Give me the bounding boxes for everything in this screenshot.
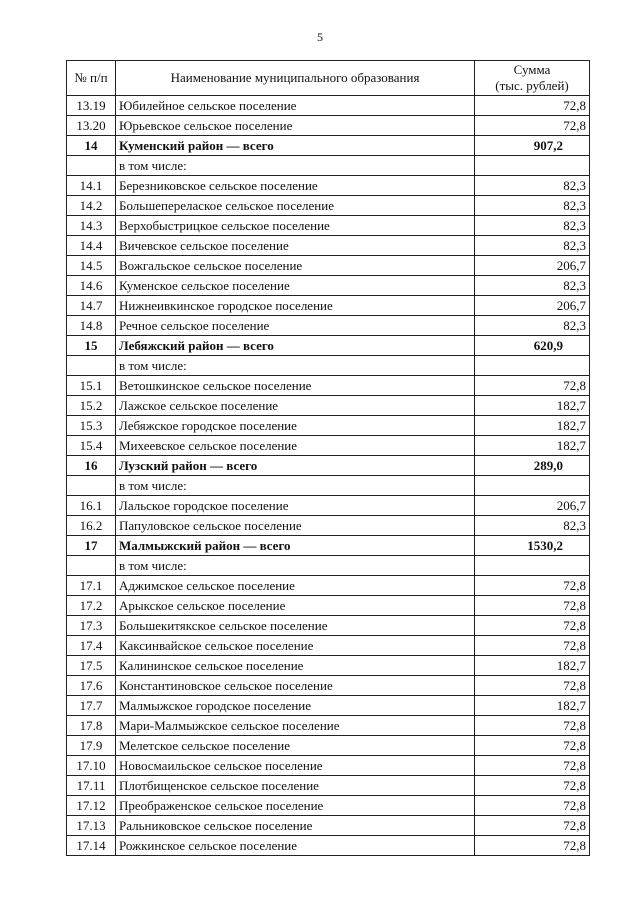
row-sum: 82,3 bbox=[475, 196, 590, 216]
row-sum: 206,7 bbox=[475, 256, 590, 276]
subheading-row bbox=[67, 156, 590, 176]
table-row bbox=[67, 176, 590, 196]
row-name: Малмыжское городское поселение bbox=[116, 696, 475, 716]
table-row bbox=[67, 196, 590, 216]
table-row bbox=[67, 256, 590, 276]
row-name: Каксинвайское сельское поселение bbox=[116, 636, 475, 656]
row-number: 17.5 bbox=[67, 656, 116, 676]
row-number bbox=[67, 556, 116, 576]
budget-table bbox=[66, 60, 590, 856]
header-name: Наименование муниципального образования bbox=[116, 61, 475, 96]
row-name: Вичевское сельское поселение bbox=[116, 236, 475, 256]
table-row bbox=[67, 436, 590, 456]
table-row bbox=[67, 596, 590, 616]
row-name: Ветошкинское сельское поселение bbox=[116, 376, 475, 396]
district-total-row bbox=[67, 336, 590, 356]
district-total-row bbox=[67, 136, 590, 156]
row-name: Юрьевское сельское поселение bbox=[116, 116, 475, 136]
row-sum: 72,8 bbox=[475, 376, 590, 396]
row-sum: 72,8 bbox=[475, 716, 590, 736]
row-name: Большеперелаское сельское поселение bbox=[116, 196, 475, 216]
table-row bbox=[67, 676, 590, 696]
row-name: в том числе: bbox=[116, 356, 475, 376]
table-row bbox=[67, 396, 590, 416]
row-number: 15 bbox=[67, 336, 116, 356]
row-sum: 182,7 bbox=[475, 696, 590, 716]
row-number: 14.7 bbox=[67, 296, 116, 316]
row-number: 17.1 bbox=[67, 576, 116, 596]
header-sum-line1: Сумма bbox=[513, 62, 551, 77]
table-row bbox=[67, 756, 590, 776]
row-number: 17.8 bbox=[67, 716, 116, 736]
row-number: 15.4 bbox=[67, 436, 116, 456]
district-total-row bbox=[67, 536, 590, 556]
row-sum: 182,7 bbox=[475, 436, 590, 456]
row-number: 17.2 bbox=[67, 596, 116, 616]
row-name: Лебяжский район — всего bbox=[116, 336, 475, 356]
row-name: в том числе: bbox=[116, 156, 475, 176]
row-number: 16.2 bbox=[67, 516, 116, 536]
row-sum: 72,8 bbox=[475, 596, 590, 616]
row-sum: 82,3 bbox=[475, 516, 590, 536]
row-name: Большекитякское сельское поселение bbox=[116, 616, 475, 636]
row-sum: 72,8 bbox=[475, 836, 590, 856]
row-number: 14 bbox=[67, 136, 116, 156]
row-sum: 182,7 bbox=[475, 656, 590, 676]
row-number bbox=[67, 476, 116, 496]
row-sum bbox=[475, 356, 590, 376]
row-sum: 82,3 bbox=[475, 316, 590, 336]
row-name: в том числе: bbox=[116, 476, 475, 496]
header-number: № п/п bbox=[67, 61, 116, 96]
row-sum: 72,8 bbox=[475, 576, 590, 596]
row-number: 13.20 bbox=[67, 116, 116, 136]
row-name: в том числе: bbox=[116, 556, 475, 576]
table-row bbox=[67, 576, 590, 596]
subheading-row bbox=[67, 556, 590, 576]
row-number: 17.10 bbox=[67, 756, 116, 776]
table-row bbox=[67, 236, 590, 256]
row-sum: 72,8 bbox=[475, 796, 590, 816]
row-sum bbox=[475, 156, 590, 176]
row-sum bbox=[475, 556, 590, 576]
row-name: Куменский район — всего bbox=[116, 136, 475, 156]
row-number: 17.4 bbox=[67, 636, 116, 656]
row-sum: 82,3 bbox=[475, 276, 590, 296]
row-name: Преображенское сельское поселение bbox=[116, 796, 475, 816]
table-row bbox=[67, 636, 590, 656]
table-row bbox=[67, 696, 590, 716]
row-name: Калининское сельское поселение bbox=[116, 656, 475, 676]
row-sum: 72,8 bbox=[475, 776, 590, 796]
row-sum: 72,8 bbox=[475, 736, 590, 756]
table-row bbox=[67, 776, 590, 796]
row-sum: 182,7 bbox=[475, 396, 590, 416]
table-row bbox=[67, 276, 590, 296]
row-sum: 182,7 bbox=[475, 416, 590, 436]
table-row bbox=[67, 736, 590, 756]
row-name: Речное сельское поселение bbox=[116, 316, 475, 336]
district-total-row bbox=[67, 456, 590, 476]
table-row bbox=[67, 496, 590, 516]
row-name: Константиновское сельское поселение bbox=[116, 676, 475, 696]
row-number: 16 bbox=[67, 456, 116, 476]
row-name: Ральниковское сельское поселение bbox=[116, 816, 475, 836]
row-sum: 72,8 bbox=[475, 676, 590, 696]
row-name: Лузский район — всего bbox=[116, 456, 475, 476]
row-name: Рожкинское сельское поселение bbox=[116, 836, 475, 856]
table-body bbox=[67, 96, 590, 856]
row-name: Новосмаильское сельское поселение bbox=[116, 756, 475, 776]
row-name: Березниковское сельское поселение bbox=[116, 176, 475, 196]
row-name: Юбилейное сельское поселение bbox=[116, 96, 475, 116]
table-row bbox=[67, 376, 590, 396]
table-row bbox=[67, 656, 590, 676]
table-row bbox=[67, 96, 590, 116]
table-row bbox=[67, 616, 590, 636]
row-number: 17 bbox=[67, 536, 116, 556]
row-number: 14.8 bbox=[67, 316, 116, 336]
row-sum: 72,8 bbox=[475, 116, 590, 136]
row-name: Лебяжское городское поселение bbox=[116, 416, 475, 436]
row-number: 17.11 bbox=[67, 776, 116, 796]
row-number: 14.6 bbox=[67, 276, 116, 296]
row-number: 15.2 bbox=[67, 396, 116, 416]
table-row bbox=[67, 116, 590, 136]
row-number: 17.6 bbox=[67, 676, 116, 696]
row-name: Нижнеивкинское городское поселение bbox=[116, 296, 475, 316]
row-sum: 72,8 bbox=[475, 756, 590, 776]
row-number: 17.3 bbox=[67, 616, 116, 636]
row-number: 15.3 bbox=[67, 416, 116, 436]
row-number: 17.7 bbox=[67, 696, 116, 716]
table-header-row bbox=[67, 61, 590, 96]
row-sum: 206,7 bbox=[475, 296, 590, 316]
row-name: Куменское сельское поселение bbox=[116, 276, 475, 296]
row-number: 17.13 bbox=[67, 816, 116, 836]
row-sum: 72,8 bbox=[475, 616, 590, 636]
row-number: 17.9 bbox=[67, 736, 116, 756]
row-name: Лажское сельское поселение bbox=[116, 396, 475, 416]
table-row bbox=[67, 716, 590, 736]
row-number bbox=[67, 356, 116, 376]
row-name: Арыкское сельское поселение bbox=[116, 596, 475, 616]
table-row bbox=[67, 416, 590, 436]
row-number: 17.12 bbox=[67, 796, 116, 816]
row-sum: 72,8 bbox=[475, 636, 590, 656]
row-number: 14.5 bbox=[67, 256, 116, 276]
table-row bbox=[67, 836, 590, 856]
row-sum: 82,3 bbox=[475, 236, 590, 256]
row-number: 13.19 bbox=[67, 96, 116, 116]
row-number: 14.1 bbox=[67, 176, 116, 196]
header-sum bbox=[475, 61, 590, 96]
table-row bbox=[67, 316, 590, 336]
row-name: Лальское городское поселение bbox=[116, 496, 475, 516]
row-sum: 289,0 bbox=[475, 456, 590, 476]
subheading-row bbox=[67, 476, 590, 496]
row-name: Мелетское сельское поселение bbox=[116, 736, 475, 756]
row-number: 14.2 bbox=[67, 196, 116, 216]
table-row bbox=[67, 816, 590, 836]
row-number: 15.1 bbox=[67, 376, 116, 396]
row-name: Папуловское сельское поселение bbox=[116, 516, 475, 536]
table-row bbox=[67, 516, 590, 536]
table-row bbox=[67, 216, 590, 236]
row-sum: 206,7 bbox=[475, 496, 590, 516]
header-sum-line2: (тыс. рублей) bbox=[495, 78, 569, 93]
row-sum: 72,8 bbox=[475, 96, 590, 116]
row-sum: 907,2 bbox=[475, 136, 590, 156]
row-name: Михеевское сельское поселение bbox=[116, 436, 475, 456]
row-sum: 620,9 bbox=[475, 336, 590, 356]
row-name: Вожгальское сельское поселение bbox=[116, 256, 475, 276]
row-sum bbox=[475, 476, 590, 496]
row-name: Мари-Малмыжское сельское поселение bbox=[116, 716, 475, 736]
subheading-row bbox=[67, 356, 590, 376]
page-number: 5 bbox=[317, 30, 323, 44]
row-sum: 82,3 bbox=[475, 216, 590, 236]
row-number: 14.3 bbox=[67, 216, 116, 236]
row-name: Верхобыстрицкое сельское поселение bbox=[116, 216, 475, 236]
row-name: Аджимское сельское поселение bbox=[116, 576, 475, 596]
row-number bbox=[67, 156, 116, 176]
row-number: 16.1 bbox=[67, 496, 116, 516]
row-sum: 1530,2 bbox=[475, 536, 590, 556]
row-name: Плотбищенское сельское поселение bbox=[116, 776, 475, 796]
row-name: Малмыжский район — всего bbox=[116, 536, 475, 556]
table-row bbox=[67, 796, 590, 816]
row-sum: 82,3 bbox=[475, 176, 590, 196]
row-sum: 72,8 bbox=[475, 816, 590, 836]
table-row bbox=[67, 296, 590, 316]
row-number: 17.14 bbox=[67, 836, 116, 856]
row-number: 14.4 bbox=[67, 236, 116, 256]
